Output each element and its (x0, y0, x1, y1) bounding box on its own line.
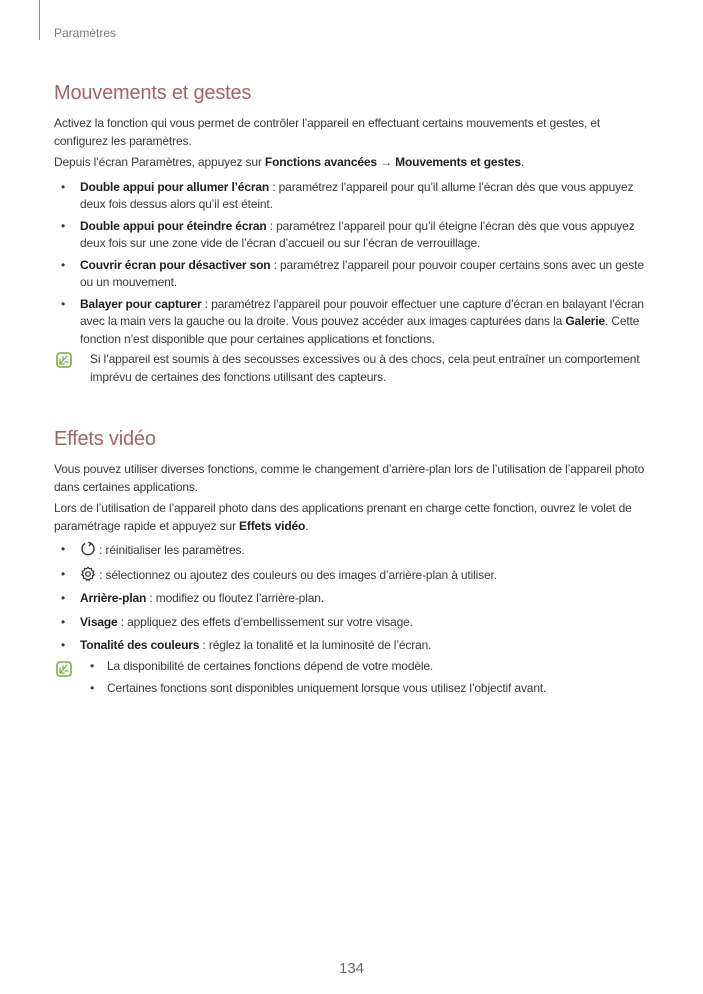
list-item: • Double appui pour allumer l’écran : paramétrez l’appareil pour qu’il allume l’écran dès que vous appuyez deux fois dessus alors qu’il est éteint. (61, 179, 634, 211)
feature-list (54, 179, 654, 349)
note-item: • Certaines fonctions sont disponibles uniquement lorsque vous utilisez l’objectif avant. (90, 681, 547, 695)
note-list (90, 658, 654, 698)
path-item: Effets vidéo (239, 518, 306, 533)
navigation-path: Lors de l’utilisation de l’appareil photo dans des applications prenant en charge cette fonction, ouvrez le volet de paramétrage rapide et appuyez sur Effets vidéo. (54, 501, 632, 533)
navigation-path: Depuis l’écran Paramètres, appuyez sur Fonctions avancées → Mouvements et gestes. (54, 155, 525, 169)
feature-list (54, 541, 654, 655)
note-icon (56, 661, 72, 677)
path-item: Mouvements et gestes (395, 155, 521, 169)
running-header: Paramètres (54, 26, 117, 40)
section-mouvements-gestes (54, 82, 654, 386)
section-title: Mouvements et gestes (54, 82, 252, 104)
list-item: • Double appui pour éteindre écran : paramétrez l’appareil pour qu’il éteigne l’écran dès que vous appuyez deux fois sur une zone vide de l’écran d’accueil ou sur l’écran de verrouillage. (61, 218, 635, 250)
page-number: 134 (338, 960, 365, 977)
list-item: • Balayer pour capturer : paramétrez l’appareil pour pouvoir effectuer une capture d’écran en balayant l’écran avec la main vers la gauche ou la droite. Vous pouvez accéder aux images capturées dans la Galerie. Cette fonction n’est disponible que pour certaines applications et fonctions. (61, 296, 644, 346)
note-icon (56, 352, 72, 368)
note-block (54, 658, 654, 698)
section-effets-video (54, 428, 654, 703)
list-item: • Tonalité des couleurs : réglez la tonalité et la luminosité de l’écran. (61, 638, 432, 652)
list-item: • Arrière-plan : modifiez ou floutez l’arrière-plan. (61, 591, 324, 605)
note-block: Si l’appareil est soumis à des secousses excessives ou à des chocs, cela peut entraîner un comportement imprévu de certaines des fonctions utilisant des capteurs. (54, 351, 654, 386)
gear-icon (80, 566, 96, 582)
intro-paragraph: Activez la fonction qui vous permet de contrôler l’appareil en effectuant certains mouvements et gestes, et configurez les paramètres. (54, 116, 601, 148)
margin-rule (39, 0, 40, 40)
note-item: • La disponibilité de certaines fonctions dépend de votre modèle. (90, 658, 434, 673)
path-item: Fonctions avancées (264, 155, 377, 169)
reset-icon (80, 541, 96, 557)
list-item: • Couvrir écran pour désactiver son : paramétrez l’appareil pour pouvoir couper certains sons avec un geste ou un mouvement. (61, 257, 644, 289)
list-item: • : sélectionnez ou ajoutez des couleurs ou des images d’arrière-plan à utiliser. (61, 566, 497, 582)
list-item: • : réinitialiser les paramètres. (61, 542, 245, 557)
list-item: • Visage : appliquez des effets d’embellissement sur votre visage. (61, 614, 413, 629)
intro-paragraph: Vous pouvez utiliser diverses fonctions, comme le changement d’arrière-plan lors de l’utilisation de l’appareil photo dans certaines applications. (54, 462, 645, 494)
section-title: Effets vidéo (54, 428, 156, 450)
